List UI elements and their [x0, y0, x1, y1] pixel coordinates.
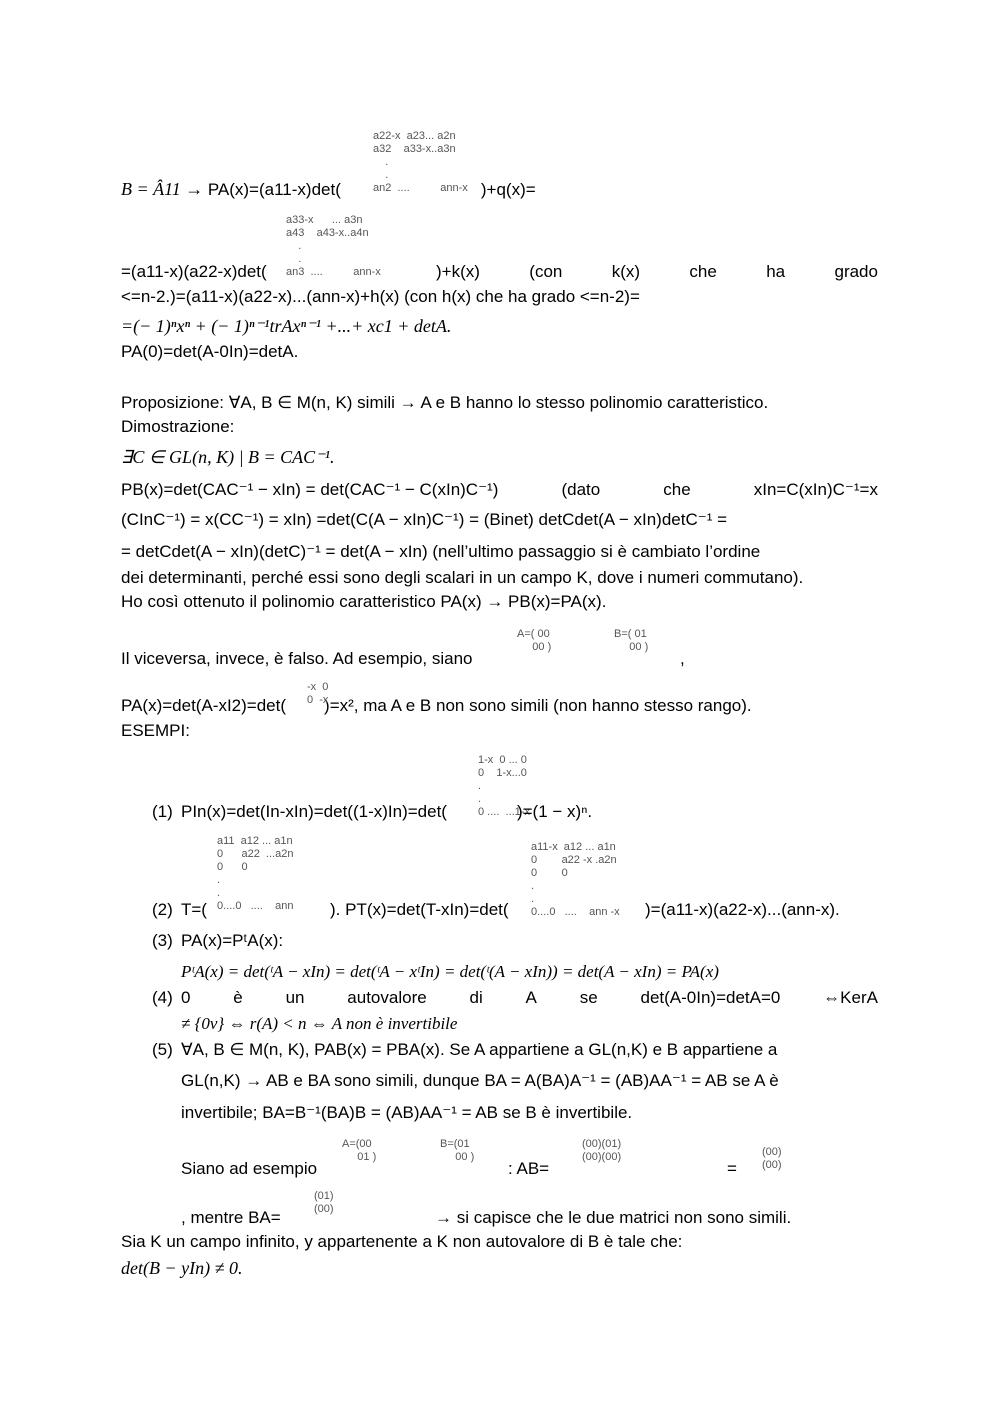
matrix-ab-product: (00)(01) (00)(00) [582, 1138, 622, 1163]
matrix-b-example: B=(01 00 ) [440, 1138, 475, 1163]
item-number-3: (3) [152, 931, 173, 950]
proof-line-3: (CInC⁻¹) = x(CC⁻¹) = xIn) =det(C(A − xIn)C⁻¹) = (Binet) detCdet(A − xIn)detC⁻¹ = [121, 510, 728, 529]
text-pa0: PA(0)=det(A-0In)=detA. [121, 342, 299, 361]
w: se [579, 988, 598, 1007]
w: grado [834, 262, 878, 281]
item-5-line-3: invertibile; BA=B⁻¹(BA)B = (AB)AA⁻¹ = AB se B è invertibile. [181, 1103, 633, 1122]
matrix-t-minus-x: a11-x a12 ... a1n 0 a22 -x .a2n 0 0 . . 0....0 .... ann -x [531, 841, 620, 918]
matrix-t-upper: a11 a12 ... a1n 0 a22 ...a2n 0 0 . . 0....0 .... ann [217, 835, 294, 912]
converse-example [121, 695, 752, 717]
pa-expansion-end: )+q(x)= [480, 180, 536, 199]
proof-line-5: dei determinanti, perché essi sono degli scalari in un campo K, dove i numeri commutano). [121, 568, 804, 587]
w: A [525, 988, 537, 1007]
item-5-line-2: GL(n,K) → AB e BA sono simili, dunque BA = A(BA)A⁻¹ = (AB)AA⁻¹ = AB se A è [181, 1071, 779, 1090]
w: xIn=C(xIn)C⁻¹=x [753, 480, 878, 499]
w: autovalore [347, 988, 427, 1007]
item-number-1: (1) [152, 802, 173, 821]
ba-label: , mentre BA= [181, 1208, 281, 1227]
proof-line-2 [121, 479, 878, 501]
item-2-t: T=( [181, 900, 207, 919]
w: k(x) [611, 262, 641, 281]
item-5-example-text: Siano ad esempio [181, 1159, 318, 1178]
w: =(a11-x)(a22-x)det( [121, 262, 267, 281]
matrix-minus-x: -x 0 0 -x [307, 681, 329, 706]
text-line-2 [121, 261, 878, 283]
text-line-1 [121, 178, 536, 201]
formula-characteristic-polynomial: =(− 1)ⁿxⁿ + (− 1)ⁿ⁻¹trAxⁿ⁻¹ +...+ xc1 + detA. [121, 316, 452, 336]
item-3-title: PA(x)=PᵗA(x): [181, 931, 284, 950]
item-1-result: )=(1 − x)ⁿ. [516, 802, 593, 821]
item-number-4: (4) [152, 988, 173, 1007]
w: PB(x)=det(CAC⁻¹ − xIn) = det(CAC⁻¹ − C(xIn)C⁻¹) [121, 480, 499, 499]
matrix-b-nilpotent: B=( 01 00 ) [614, 628, 649, 653]
converse-text: Il viceversa, invece, è falso. Ad esempio, siano [121, 649, 473, 668]
w: che [663, 480, 691, 499]
item-2-pt: ). PT(x)=det(T-xIn)=det( [330, 900, 509, 919]
w: ⇔KerA [823, 988, 878, 1007]
examples-heading: ESEMPI: [121, 721, 190, 740]
proof-line-1: ∃C ∈ GL(n, K) | B = CAC⁻¹. [121, 447, 335, 467]
matrix-one-minus-x: 1-x 0 ... 0 0 1-x...0 . . 0 .... ...1-x [478, 754, 530, 818]
w: 0 [181, 988, 191, 1007]
w: det(A-0In)=detA=0 [640, 988, 781, 1007]
comma: , [680, 649, 685, 668]
matrix-ab-result: (00) (00) [762, 1146, 782, 1171]
matrix-minor-a22: a33-x ... a3n a43 a43-x..a4n . . an3 .... ann-x [286, 214, 381, 278]
matrix-minor-a11: a22-x a23... a2n a32 a33-x..a3n . . an2 .... ann-x [373, 130, 468, 194]
w: che [689, 262, 717, 281]
item-number-5: (5) [152, 1040, 173, 1059]
item-2-result: )=(a11-x)(a22-x)...(ann-x). [645, 900, 840, 919]
item-5-line-1: ∀A, B ∈ M(n, K), PAB(x) = PBA(x). Se A appartiene a GL(n,K) e B appartiene a [181, 1040, 778, 1059]
item-3-formula: PᵗA(x) = det(ᵗA − xIn) = det(ᵗA − xᵗIn) = det(ᵗ(A − xIn)) = det(A − xIn) = PA(x) [181, 962, 719, 981]
equals-sign: = [727, 1159, 737, 1178]
det-inequality: det(B − yIn) ≠ 0. [121, 1258, 243, 1278]
item-4-line-2: ≠ {0v} ⇔ r(A) < n ⇔ A non è invertibile [181, 1014, 458, 1033]
text-line-3: <=n-2.)=(a11-x)(a22-x)...(ann-x)+h(x) (con h(x) che ha grado <=n-2)= [121, 287, 640, 306]
w: è [233, 988, 243, 1007]
item-1-text: PIn(x)=det(In-xIn)=det((1-x)In)=det( [181, 802, 447, 821]
proof-heading: Dimostrazione: [121, 417, 235, 436]
w: (dato [561, 480, 601, 499]
matrix-a-zero: A=( 00 00 ) [517, 628, 552, 653]
item-number-2: (2) [152, 900, 173, 919]
w: ha [766, 262, 786, 281]
item-4-line-1 [181, 987, 878, 1009]
matrix-a-example: A=(00 01 ) [342, 1138, 377, 1163]
matrix-ba-result: (01) (00) [314, 1190, 334, 1215]
not-similar-conclusion: → si capisce che le due matrici non sono simili. [435, 1208, 792, 1227]
w: un [285, 988, 305, 1007]
math-b-hat-a11: B = Â11 → [121, 179, 208, 199]
ab-label: : AB= [508, 1159, 550, 1178]
proof-line-6: Ho così ottenuto il polinomio caratteristico PA(x) → PB(x)=PA(x). [121, 592, 607, 611]
infinite-field-text: Sia K un campo infinito, y appartenente a K non autovalore di B è tale che: [121, 1232, 683, 1251]
proof-line-4: = detCdet(A − xIn)(detC)⁻¹ = det(A − xIn) (nell’ultimo passaggio si è cambiato l’ordine [121, 542, 761, 561]
w: di [469, 988, 483, 1007]
proposition: Proposizione: ∀A, B ∈ M(n, K) simili → A e B hanno lo stesso polinomio caratteristico. [121, 393, 769, 412]
w: )+k(x) [436, 262, 480, 281]
item-1 [181, 801, 592, 823]
not-similar-text: )=x², ma A e B non sono simili (non hanno stesso rango). [324, 696, 752, 715]
w: (con [529, 262, 563, 281]
pa-expansion-start: PA(x)=(a11-x)det( [207, 180, 341, 199]
pa-det-text: PA(x)=det(A-xI2)=det( [121, 696, 287, 715]
